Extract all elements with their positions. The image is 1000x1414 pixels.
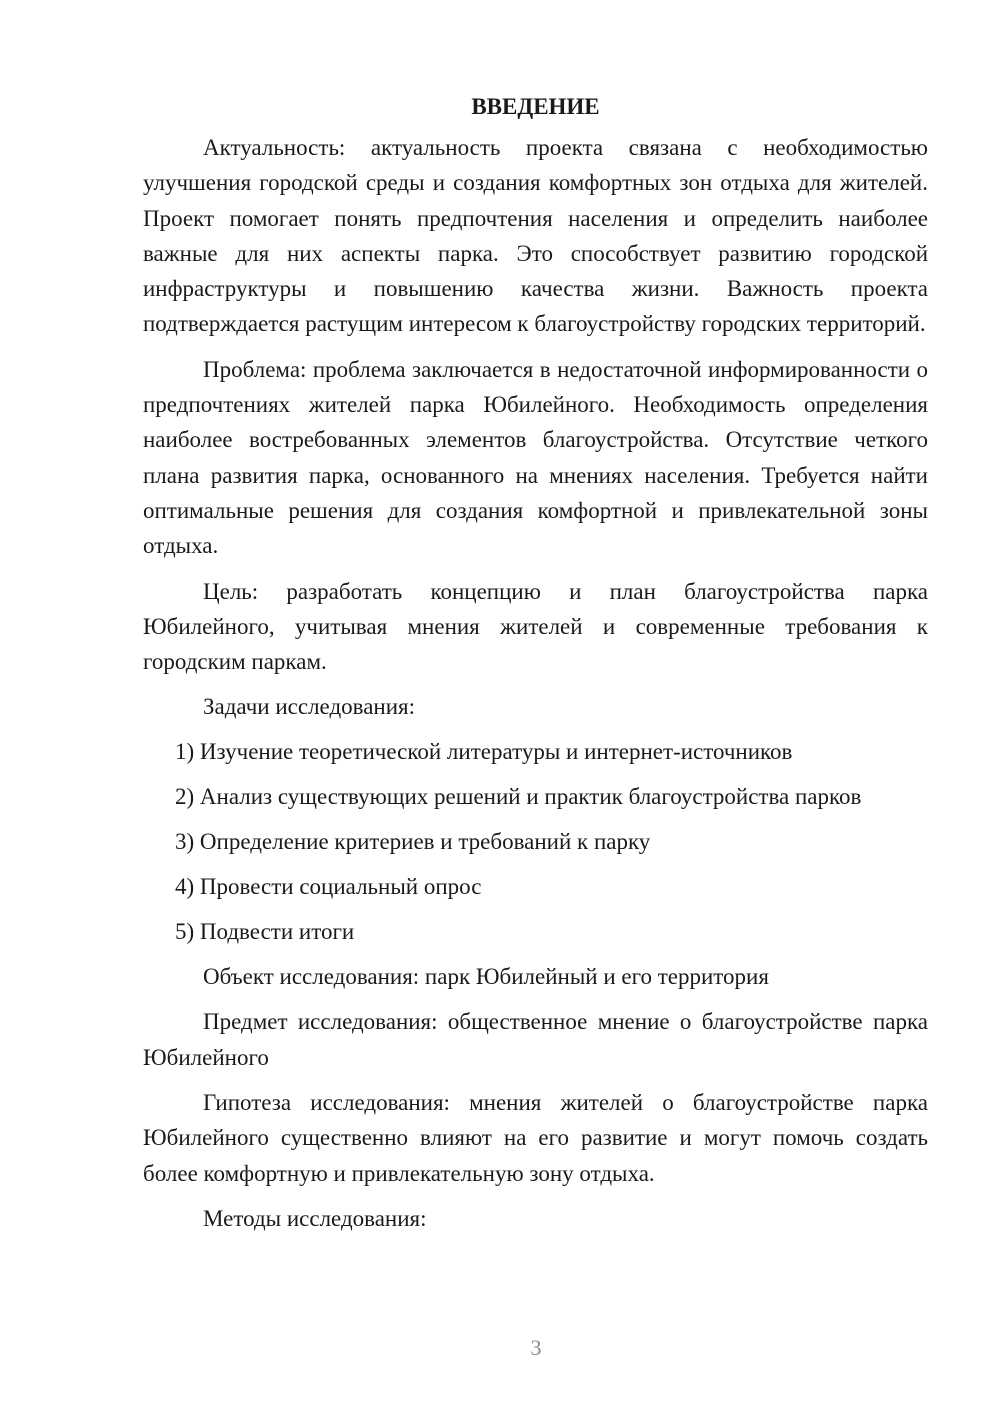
list-item: 5) Подвести итоги xyxy=(175,919,355,945)
page-number: 3 xyxy=(530,1335,542,1360)
list-item: 4) Провести социальный опрос xyxy=(175,874,482,900)
list-item: 3) Определение критериев и требований к парку xyxy=(175,829,651,855)
tasks-heading: Задачи исследования: xyxy=(203,694,416,720)
subject-paragraph: Предмет исследования: общественное мнение о благоустройстве парка Юбилейного xyxy=(143,1009,928,1070)
goal-paragraph: Цель: разработать концепцию и план благоустройства парка Юбилейного, учитывая мнения жителей и современные требования к городским паркам. xyxy=(143,578,928,675)
object-paragraph: Объект исследования: парк Юбилейный и его территория xyxy=(203,964,769,990)
relevance-paragraph: Актуальность: актуальность проекта связана с необходимостью улучшения городской среды и создания комфортных зон отдыха для жителей. Проект помогает понять предпочтения населения и определить наиболее важные для них аспекты парка. Это способствует развитию городской инфраструктуры и повышению качества жизни. Важность проекта подтверждается растущим интересом к благоустройству городских территорий. xyxy=(143,135,928,337)
hypothesis-paragraph: Гипотеза исследования: мнения жителей о благоустройстве парка Юбилейного существенно влияют на его развитие и могут помочь создать более комфортную и привлекательную зону отдыха. xyxy=(143,1090,928,1186)
tasks-list xyxy=(143,734,928,949)
page-title: ВВЕДЕНИЕ xyxy=(471,94,600,119)
list-item: 1) Изучение теоретической литературы и интернет-источников xyxy=(175,739,793,765)
document-page xyxy=(143,92,928,1246)
problem-paragraph: Проблема: проблема заключается в недостаточной информированности о предпочтениях жителей парка Юбилейного. Необходимость определения наиболее востребованных элементов благоустройства. Отсутствие четкого плана развития парка, основанного на мнениях населения. Требуется найти оптимальные решения для создания комфортной и привлекательной зоны отдыха. xyxy=(143,356,928,559)
list-item: 2) Анализ существующих решений и практик благоустройства парков xyxy=(175,784,862,810)
methods-heading: Методы исследования: xyxy=(203,1205,427,1231)
